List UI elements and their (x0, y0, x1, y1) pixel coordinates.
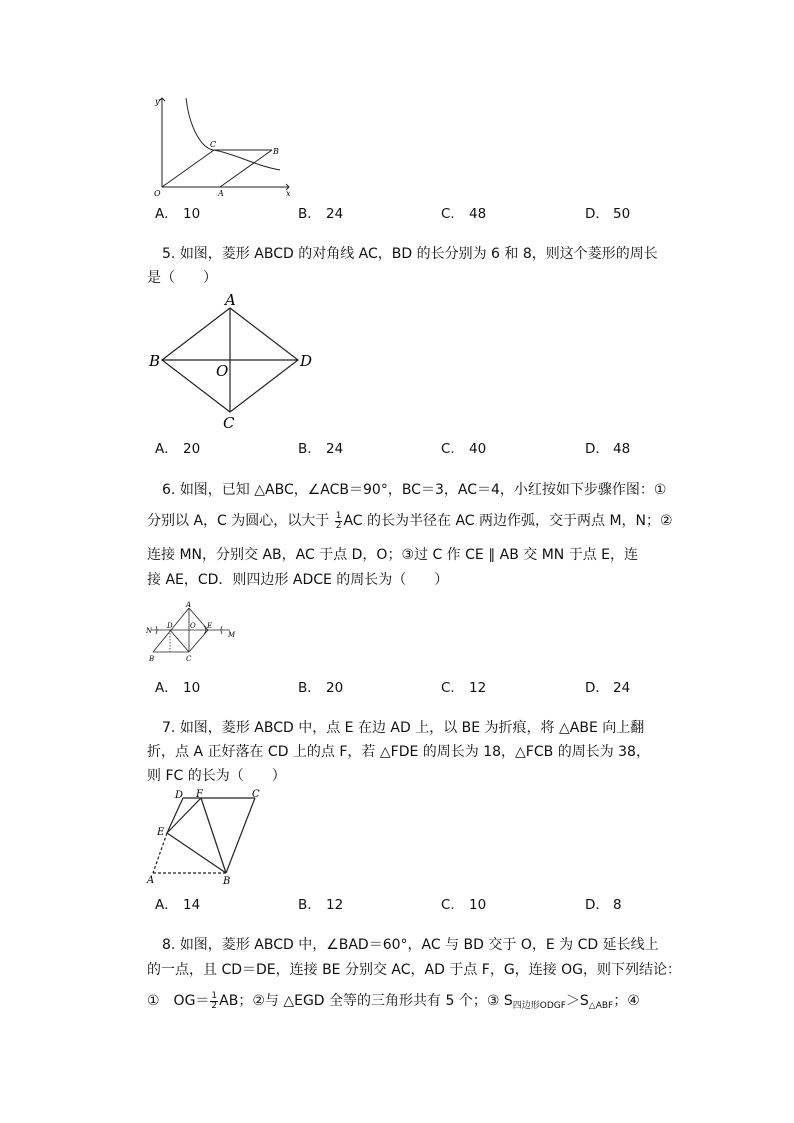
q5-option-b[interactable] (298, 437, 343, 457)
q6-figure (146, 600, 238, 664)
q8-question-line-3 (147, 991, 640, 1016)
q7-question-line-1 (162, 718, 644, 738)
q8-text-1: 如图，菱形 ABCD 中，∠BAD＝60°，AC 与 BD 交于 O，E 为 CD 延长线上 (179, 937, 659, 953)
option-letter: C． (441, 897, 464, 913)
q6-question-line-4: 接 AE，CD．则四边形 ADCE 的周长为（ ） (147, 572, 449, 588)
q4-option-a[interactable] (155, 202, 200, 222)
q5-label-a: A (225, 291, 236, 309)
q8-text-3a: ① OG＝ (147, 993, 210, 1009)
q6-option-a[interactable] (155, 676, 200, 696)
q6-question-line-2 (147, 511, 673, 531)
q6-text-1: 如图，已知 △ABC，∠ACB＝90°，BC＝3，AC＝4，小红按如下步骤作图：① (179, 482, 667, 498)
option-letter: B． (298, 206, 321, 222)
option-value: 24 (326, 206, 344, 222)
q4-label-a: A (218, 189, 224, 198)
option-letter: B． (298, 897, 321, 913)
option-letter: D． (585, 897, 609, 913)
q6-label-c: C (186, 655, 192, 663)
q7-label-b: B (223, 876, 231, 887)
q5-label-o: O (216, 362, 229, 380)
q7-label-d: D (175, 790, 184, 801)
q8-subscript-2: △ABF (588, 1001, 614, 1011)
q8-question-line-1 (162, 935, 659, 955)
q6-fraction (335, 512, 343, 531)
q7-option-b[interactable] (298, 893, 343, 913)
q8-fraction (210, 992, 218, 1011)
q6-label-e: E (207, 622, 213, 630)
q7-label-e: E (157, 827, 165, 838)
option-value: 24 (326, 441, 344, 457)
q5-label-d: D (300, 352, 313, 370)
q6-label-o: O (190, 622, 196, 630)
option-value: 20 (326, 680, 344, 696)
fraction-numerator: 1 (211, 990, 218, 1001)
q8-text-3c: ＞S (565, 993, 589, 1009)
option-value: 48 (469, 206, 487, 222)
q7-question-line-3: 则 FC 的长为（ ） (147, 768, 286, 784)
q6-text-2a: 分别以 A，C 为圆心，以大于 (147, 513, 334, 529)
q6-label-m: M (228, 631, 236, 639)
option-value: 8 (613, 897, 622, 913)
q4-option-c[interactable] (441, 202, 486, 222)
q5-option-a[interactable] (155, 437, 200, 457)
option-value: 10 (183, 206, 201, 222)
q7-figure (144, 788, 270, 888)
q6-label-d: D (167, 622, 173, 630)
q7-label-c: C (252, 789, 260, 800)
q7-option-c[interactable] (441, 893, 486, 913)
option-letter: D． (585, 680, 609, 696)
q5-number: 5. (162, 246, 176, 262)
q8-question-line-2: 的一点，且 CD＝DE，连接 BE 分别交 AC，AD 于点 F，G，连接 OG，则下列结论： (147, 962, 682, 978)
q7-question-line-2: 折，点 A 正好落在 CD 上的点 F，若 △FDE 的周长为 18，△FCB 的周长为 38， (147, 744, 650, 760)
q6-option-c[interactable] (441, 676, 486, 696)
q4-label-x: x (286, 189, 291, 198)
option-letter: A． (155, 441, 178, 457)
q7-number: 7. (162, 720, 176, 736)
q6-option-d[interactable] (585, 676, 630, 696)
option-value: 12 (469, 680, 487, 696)
q5-figure (146, 290, 326, 432)
option-value: 12 (326, 897, 344, 913)
q5-label-b: B (149, 352, 161, 370)
option-value: 10 (183, 680, 201, 696)
option-letter: D． (585, 206, 609, 222)
q6-label-a: A (186, 601, 192, 609)
q6-number: 6. (162, 482, 176, 498)
option-value: 20 (183, 441, 201, 457)
fraction-denominator: 2 (335, 520, 342, 531)
q6-label-b: B (149, 655, 155, 663)
option-letter: B． (298, 680, 321, 696)
option-value: 48 (613, 441, 631, 457)
q8-subscript-1: 四边形ODGF (512, 1001, 566, 1011)
option-value: 14 (183, 897, 201, 913)
option-value: 24 (613, 680, 631, 696)
q5-label-c: C (223, 414, 235, 432)
q6-question-line-1 (162, 480, 666, 500)
option-letter: A． (155, 206, 178, 222)
option-letter: C． (441, 680, 464, 696)
option-value: 50 (613, 206, 631, 222)
q7-label-f: F (196, 789, 203, 800)
q6-option-b[interactable] (298, 676, 343, 696)
option-value: 40 (469, 441, 487, 457)
q4-label-y: y (155, 97, 160, 106)
q5-text-1: 如图，菱形 ABCD 的对角线 AC，BD 的长分别为 6 和 8，则这个菱形的周长 (179, 246, 658, 262)
option-letter: D． (585, 441, 609, 457)
q7-label-a: A (147, 875, 155, 886)
q5-question-line-1 (162, 244, 658, 264)
option-letter: A． (155, 680, 178, 696)
q5-option-d[interactable] (585, 437, 630, 457)
q7-option-d[interactable] (585, 893, 622, 913)
fraction-denominator: 2 (211, 1000, 218, 1011)
fraction-numerator: 1 (335, 510, 342, 521)
q4-label-o: O (154, 189, 161, 198)
option-letter: C． (441, 441, 464, 457)
option-letter: B． (298, 441, 321, 457)
q6-label-n: N (146, 627, 153, 635)
q4-option-d[interactable] (585, 202, 630, 222)
q6-text-2b: AC 的长为半径在 AC 两边作弧，交于两点 M，N；② (343, 513, 673, 529)
q4-label-b: B (273, 147, 279, 156)
option-letter: A． (155, 897, 178, 913)
q4-option-b[interactable] (298, 202, 343, 222)
q8-text-3b: AB；②与 △EGD 全等的三角形共有 5 个；③ S (219, 993, 513, 1009)
q7-text-1: 如图，菱形 ABCD 中，点 E 在边 AD 上，以 BE 为折痕，将 △ABE 向上翻 (179, 720, 645, 736)
option-letter: C． (441, 206, 464, 222)
q7-option-a[interactable] (155, 893, 200, 913)
q4-label-c: C (210, 140, 217, 149)
q8-text-3d: ；④ (613, 993, 640, 1009)
option-value: 10 (469, 897, 487, 913)
q4-figure (146, 92, 296, 200)
q6-question-line-3: 连接 MN，分别交 AB，AC 于点 D，O；③过 C 作 CE ∥ AB 交 MN 于点 E，连 (147, 547, 639, 563)
q5-option-c[interactable] (441, 437, 486, 457)
q8-number: 8. (162, 937, 176, 953)
q5-question-line-2: 是（ ） (147, 270, 217, 286)
